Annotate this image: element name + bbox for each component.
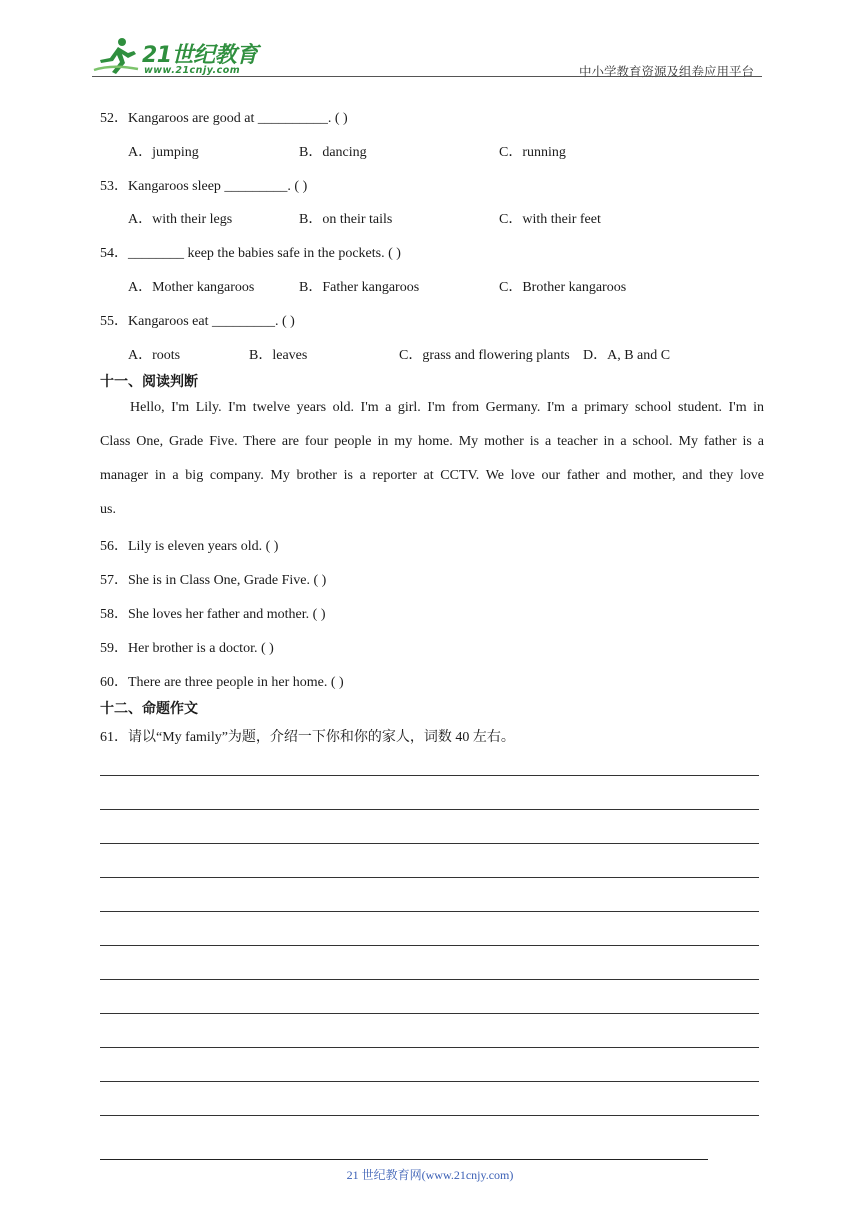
- statement: 59．Her brother is a doctor. ( ): [100, 641, 274, 656]
- option-b: B．Father kangaroos: [299, 280, 420, 295]
- writing-line: [100, 1047, 759, 1048]
- question-options: [0, 141, 860, 161]
- reading-passage: [100, 400, 764, 520]
- question-stem: 52．Kangaroos are good at __________. ( ): [100, 111, 348, 126]
- writing-line: [100, 809, 759, 810]
- writing-line: [100, 911, 759, 912]
- platform-name: 中小学教育资源及组卷应用平台: [578, 64, 754, 79]
- option-a: A．jumping: [128, 145, 199, 160]
- question-options: [0, 344, 860, 364]
- writing-line: [100, 979, 759, 980]
- option-c: C．Brother kangaroos: [499, 280, 627, 295]
- section-heading: 十一、阅读判断: [100, 374, 198, 390]
- writing-line: [100, 1081, 759, 1082]
- passage-line: Class One, Grade Five. There are four people in my home. My mother is a teacher in a school. My father is a: [100, 434, 764, 449]
- question-stem: 54．________ keep the babies safe in the pockets. ( ): [100, 246, 401, 261]
- header-divider: [92, 76, 762, 77]
- passage-line: us.: [100, 502, 116, 517]
- option-c: C．grass and flowering plants: [399, 348, 570, 363]
- option-a: A．Mother kangaroos: [128, 280, 255, 295]
- footer-divider: [100, 1159, 708, 1160]
- writing-line: [100, 877, 759, 878]
- question-stem: 53．Kangaroos sleep _________. ( ): [100, 179, 308, 194]
- statement: 57．She is in Class One, Grade Five. ( ): [100, 573, 327, 588]
- passage-line: manager in a big company. My brother is a reporter at CCTV. We love our father and mother, and they love: [100, 468, 764, 483]
- question-stem: 55．Kangaroos eat _________. ( ): [100, 314, 295, 329]
- question-options: [0, 208, 860, 228]
- option-b: B．leaves: [249, 348, 308, 363]
- statement: 58．She loves her father and mother. ( ): [100, 607, 326, 622]
- runner-logo-icon: [92, 36, 144, 76]
- page-footer: 21 世纪教育网(www.21cnjy.com): [346, 1168, 514, 1182]
- option-c: C．running: [499, 145, 566, 160]
- writing-line: [100, 775, 759, 776]
- logo-url: www.21cnjy.com: [144, 65, 241, 76]
- writing-line: [100, 843, 759, 844]
- writing-line: [100, 1115, 759, 1116]
- passage-line: Hello, I'm Lily. I'm twelve years old. I'm a girl. I'm from Germany. I'm a primary school student. I'm in: [130, 400, 764, 415]
- option-b: B．on their tails: [299, 212, 393, 227]
- option-a: A．roots: [128, 348, 181, 363]
- option-a: A．with their legs: [128, 212, 233, 227]
- writing-prompt: 61．请以“My family”为题，介绍一下你和你的家人，词数 40 左右。: [100, 730, 515, 745]
- option-d: D．A, B and C: [583, 348, 671, 363]
- option-c: C．with their feet: [499, 212, 601, 227]
- statement: 60．There are three people in her home. ( ): [100, 675, 344, 690]
- page-header: [92, 30, 762, 80]
- writing-line: [100, 1013, 759, 1014]
- question-options: [0, 276, 860, 296]
- site-logo: [92, 36, 262, 76]
- section-heading: 十二、命题作文: [100, 701, 198, 717]
- logo-wordmark: 21世纪教育: [142, 43, 258, 68]
- option-b: B．dancing: [299, 145, 367, 160]
- statement: 56．Lily is eleven years old. ( ): [100, 539, 279, 554]
- writing-line: [100, 945, 759, 946]
